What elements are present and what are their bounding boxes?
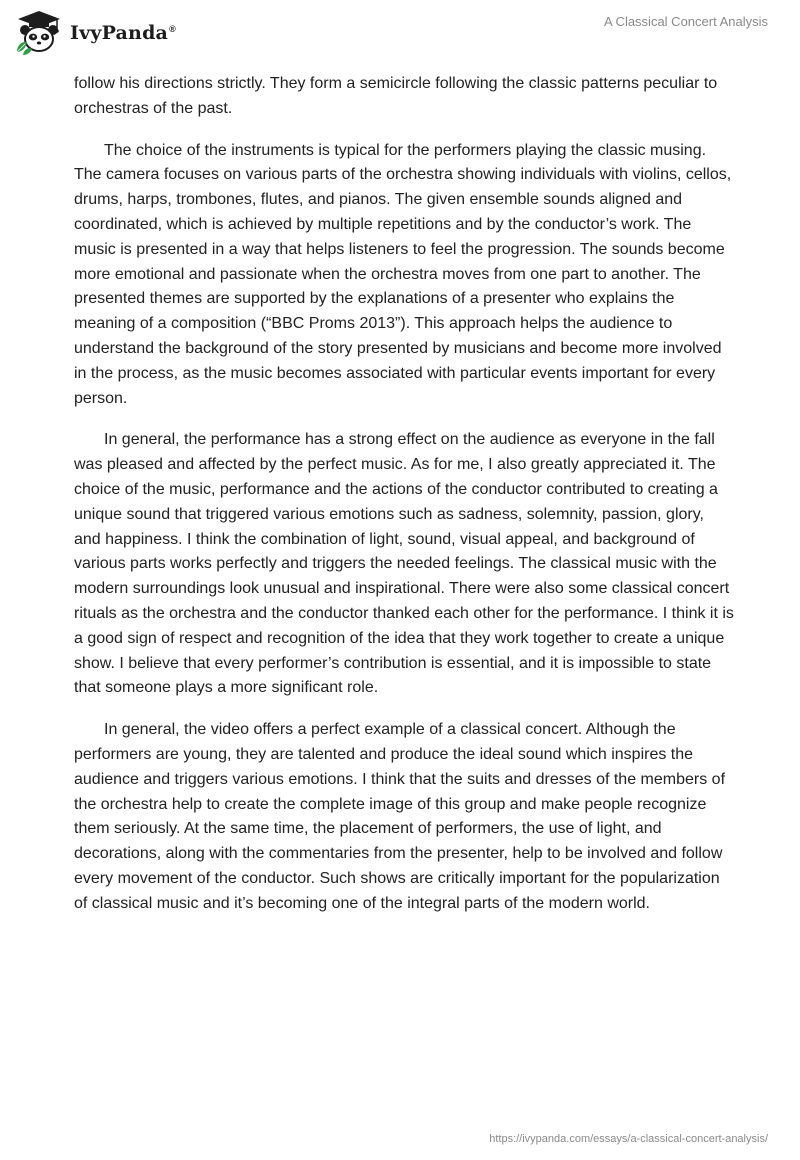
- paragraph-performance-effect: In general, the performance has a strong effect on the audience as everyone in the fall was pleased and affected by the perfect music. As for me, I also greatly appreciated it. The choice of the music, performance and the actions of the conductor contributed to creating a unique sound that triggered various emotions such as sadness, solemnity, passion, glory, and happiness. I think the combination of light, sound, visual appeal, and background of various parts works perfectly and triggers the needed feelings. The classical music with the modern surroundings look unusual and inspirational. There were also some classical concert rituals as the orchestra and the conductor thanked each other for the performance. I think it is a good sign of respect and recognition of the idea that they work together to create a unique show. I believe that every performer’s contribution is essential, and it is impossible to state that someone plays a more significant role.: [74, 431, 734, 697]
- logo-text: IvyPanda: [70, 22, 169, 44]
- paragraph-instruments: The choice of the instruments is typical for the performers playing the classic musing. The camera focuses on various parts of the orchestra showing individuals with violins, cellos, drums, harps, trombones, flutes, and pianos. The given ensemble sounds aligned and coordinated, which is achieved by multiple repetitions and by the conductor’s work. The music is presented in a way that helps listeners to feel the progression. The sounds become more emotional and passionate when the orchestra moves from one part to another. The presented themes are supported by the explanations of a presenter who explains the meaning of a composition (“BBC Proms 2013”). This approach helps the audience to understand the background of the story presented by musicians and become more involved in the process, as the music becomes associated with particular events important for every person.: [74, 141, 732, 407]
- logo-wordmark: [70, 22, 176, 44]
- paragraph-conclusion: In general, the video offers a perfect example of a classical concert. Although the performers are young, they are talented and produce the ideal sound which inspires the audience and triggers various emotions. I think that the suits and dresses of the members of the orchestra help to create the complete image of this group and make people recognize them seriously. At the same time, the placement of performers, the use of light, and decorations, along with the commentaries from the presenter, help to be involved and follow every movement of the conductor. Such shows are critically important for the popularization of classical music and it’s becoming one of the integral parts of the modern world.: [74, 721, 726, 912]
- registered-mark: ®: [169, 23, 176, 34]
- page-header: [0, 0, 800, 70]
- paragraph-continuation: follow his directions strictly. They form a semicircle following the classic patterns peculiar to orchestras of the past.: [74, 75, 718, 117]
- panda-graduate-icon: [14, 8, 64, 56]
- essay-body: [74, 72, 734, 934]
- document-title: A Classical Concert Analysis: [603, 14, 768, 29]
- ivypanda-logo[interactable]: [14, 8, 176, 56]
- footer-url[interactable]: https://ivypanda.com/essays/a-classical-concert-analysis/: [489, 1133, 768, 1145]
